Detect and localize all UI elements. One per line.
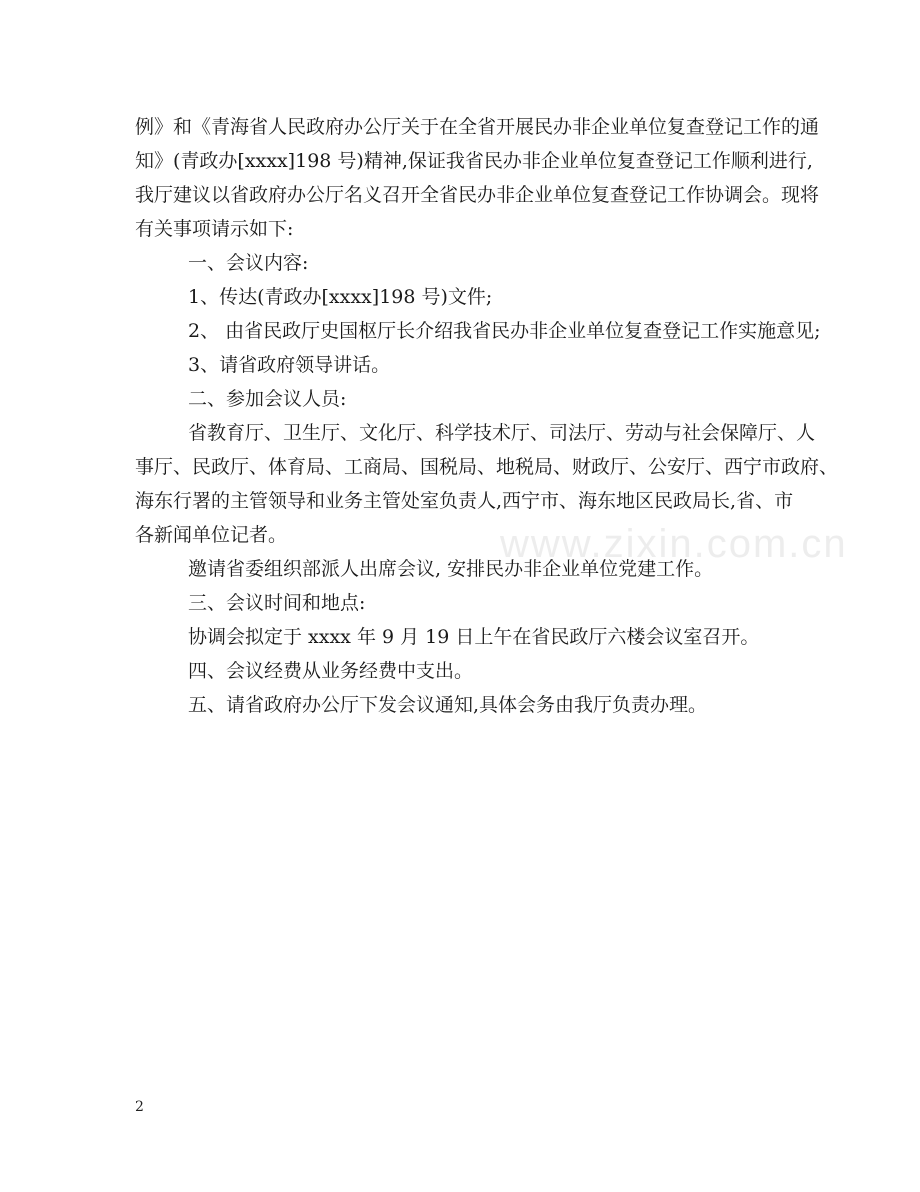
attendees-line-2: 事厅、民政厅、体育局、工商局、国税局、地税局、财政厅、公安厅、西宁市政府、 <box>135 456 839 478</box>
heading-time-place: 三、会议时间和地点: <box>188 592 366 614</box>
time-place-line: 协调会拟定于 xxxx 年 9 月 19 日上午在省民政厅六楼会议室召开。 <box>188 626 760 648</box>
heading-notice: 五、请省政府办公厅下发会议通知,具体会务由我厅负责办理。 <box>188 694 708 716</box>
item-1: 1、传达(青政办[xxxx]198 号)文件; <box>188 286 493 308</box>
watermark: www.zixin.com.cn <box>500 522 848 566</box>
heading-meeting-content: 一、会议内容: <box>188 252 309 274</box>
line-3: 我厅建议以省政府办公厅名义召开全省民办非企业单位复查登记工作协调会。现将 <box>135 184 820 206</box>
attendees-line-3: 海东行署的主管领导和业务主管处室负责人,西宁市、海东地区民政局长,省、市 <box>135 490 794 512</box>
heading-attendees: 二、参加会议人员: <box>188 388 347 410</box>
item-2: 2、 由省民政厅史国枢厅长介绍我省民办非企业单位复查登记工作实施意见; <box>188 320 821 342</box>
page-number: 2 <box>135 1099 144 1115</box>
line-4: 有关事项请示如下: <box>135 218 294 240</box>
invitation-line: 邀请省委组织部派人出席会议, 安排民办非企业单位党建工作。 <box>188 558 714 580</box>
document-body <box>135 110 839 722</box>
line-2: 知》(青政办[xxxx]198 号)精神,保证我省民办非企业单位复查登记工作顺利进行, <box>135 150 813 172</box>
item-3: 3、请省政府领导讲话。 <box>188 354 391 376</box>
attendees-line-4: 各新闻单位记者。 <box>135 524 288 546</box>
heading-expenses: 四、会议经费从业务经费中支出。 <box>188 660 474 682</box>
line-1: 例》和《青海省人民政府办公厅关于在全省开展民办非企业单位复查登记工作的通 <box>135 116 820 138</box>
attendees-line-1: 省教育厅、卫生厅、文化厅、科学技术厅、司法厅、劳动与社会保障厅、人 <box>188 422 816 444</box>
